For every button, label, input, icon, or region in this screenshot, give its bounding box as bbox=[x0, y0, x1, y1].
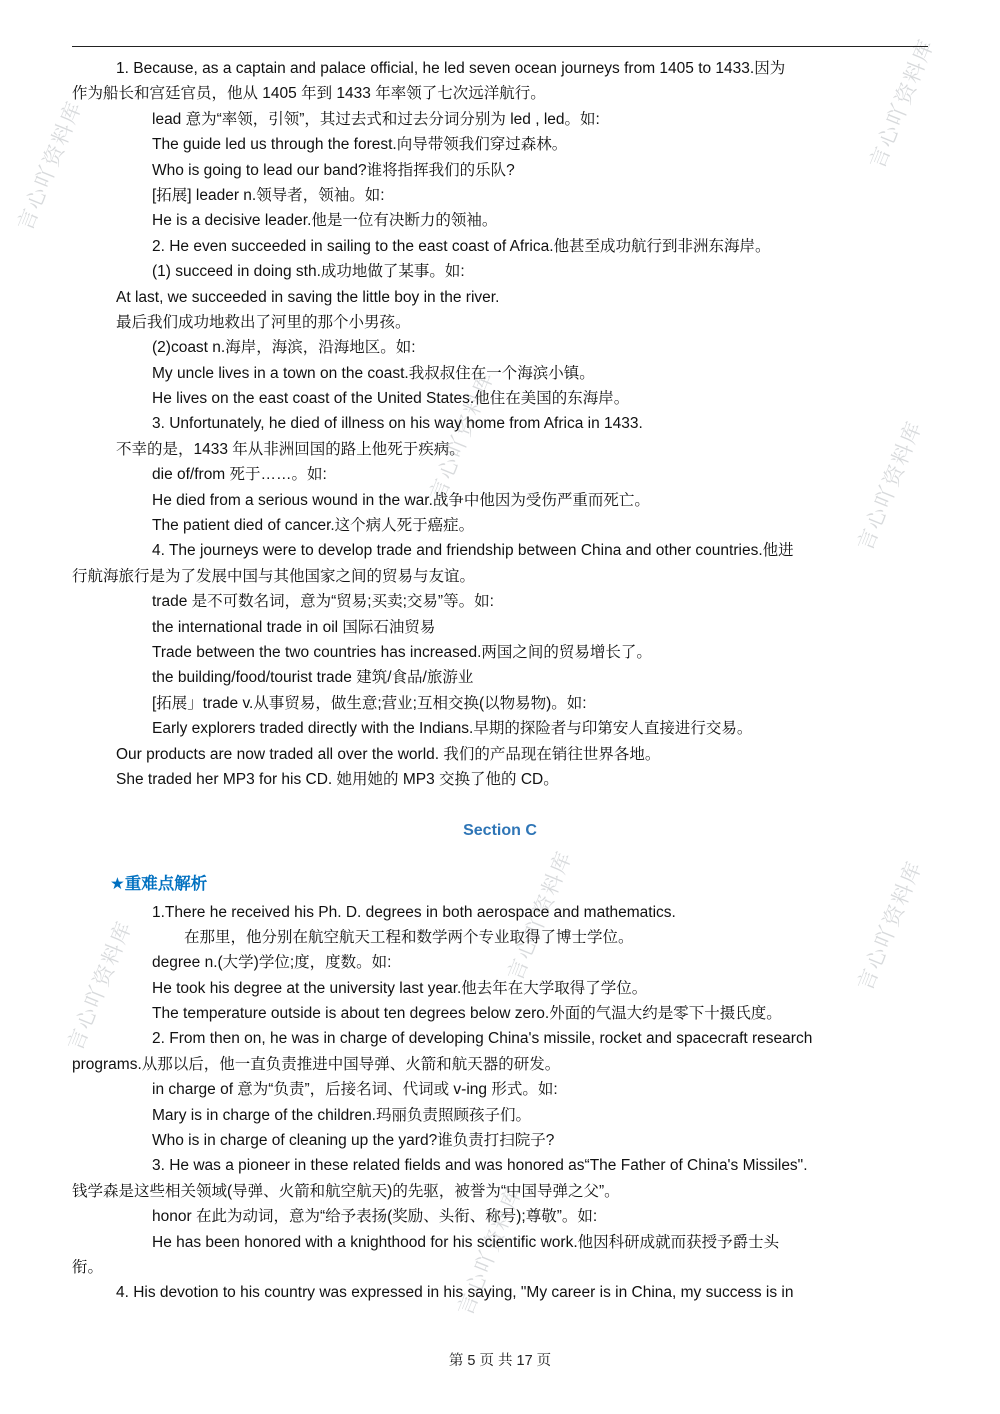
text-line: My uncle lives in a town on the coast.我叔叔住在一个海滨小镇。 bbox=[152, 364, 595, 382]
text-line: At last, we succeeded in saving the little boy in the river. bbox=[116, 288, 500, 306]
text-line: 1. Because, as a captain and palace official, he led seven ocean journeys from 1405 to 1433.因为 bbox=[116, 60, 786, 77]
text-line: She traded her MP3 for his CD. 她用她的 MP3 交换了他的 CD。 bbox=[116, 770, 559, 788]
text-line: 作为船长和宫廷官员，他从 1405 年到 1433 年率领了七次远洋航行。 bbox=[72, 85, 546, 103]
text-line: He has been honored with a knighthood for his scientific work.他因科研成就而获授予爵士头 bbox=[152, 1233, 780, 1251]
watermark-text: 言心吖资料库 bbox=[13, 97, 87, 234]
text-line: 2. He even succeeded in sailing to the east coast of Africa.他甚至成功航行到非洲东海岸。 bbox=[152, 237, 771, 255]
page-number-label: 第 5 页 共 17 页 bbox=[448, 1353, 552, 1369]
text-line: 2. From then on, he was in charge of developing China's missile, rocket and spacecraft research bbox=[152, 1030, 813, 1048]
watermark-text: 言心吖资料库 bbox=[63, 917, 137, 1054]
watermark-text: 言心吖资料库 bbox=[503, 847, 577, 984]
text-line: 3. Unfortunately, he died of illness on his way home from Africa in 1433. bbox=[152, 415, 643, 433]
section-c-heading: Section C bbox=[463, 821, 537, 839]
text-line: lead 意为“率领，引领”，其过去式和过去分词分别为 led , led。如: bbox=[152, 110, 600, 128]
text-line: Early explorers traded directly with the Indians.早期的探险者与印第安人直接进行交易。 bbox=[152, 720, 753, 738]
text-line: Trade between the two countries has increased.两国之间的贸易增长了。 bbox=[152, 643, 652, 661]
text-line: The temperature outside is about ten degrees below zero.外面的气温大约是零下十摄氏度。 bbox=[152, 1005, 782, 1023]
text-line: The guide led us through the forest.向导带领我们穿过森林。 bbox=[152, 136, 568, 154]
text-line: 3. He was a pioneer in these related fields and was honored as“The Father of China's Missiles". bbox=[152, 1157, 808, 1175]
text-line: trade 是不可数名词，意为“贸易;买卖;交易”等。如: bbox=[152, 593, 494, 611]
blank-line bbox=[72, 843, 928, 868]
text-line: The patient died of cancer.这个病人死于癌症。 bbox=[152, 517, 475, 535]
text-line: 4. His devotion to his country was expressed in his saying, "My career is in China, my success is in bbox=[116, 1284, 794, 1302]
text-line: (2)coast n.海岸，海滨，沿海地区。如: bbox=[152, 339, 416, 357]
key-points-heading: ★重难点解析 bbox=[110, 874, 208, 893]
text-line: Who is in charge of cleaning up the yard?谁负责打扫院子? bbox=[152, 1132, 555, 1150]
text-line: 1.There he received his Ph. D. degrees in both aerospace and mathematics. bbox=[152, 903, 676, 921]
text-line: honor 在此为动词，意为“给予表扬(奖励、头衔、称号);尊敬”。如: bbox=[152, 1208, 598, 1226]
text-line: 钱学森是这些相关领域(导弹、火箭和航空航天)的先驱，被誉为“中国导弹之父”。 bbox=[72, 1182, 620, 1200]
text-line: the international trade in oil 国际石油贸易 bbox=[152, 618, 436, 636]
text-line: 4. The journeys were to develop trade and friendship between China and other countries.他进 bbox=[152, 542, 794, 560]
text-line: He is a decisive leader.他是一位有决断力的领袖。 bbox=[152, 212, 498, 230]
text-line: He died from a serious wound in the war.战争中他因为受伤严重而死亡。 bbox=[152, 491, 650, 509]
text-line: He took his degree at the university last year.他去年在大学取得了学位。 bbox=[152, 979, 648, 997]
text-line: Mary is in charge of the children.玛丽负责照顾孩子们。 bbox=[152, 1106, 531, 1124]
text-line: He lives on the east coast of the United States.他住在美国的东海岸。 bbox=[152, 390, 630, 408]
watermark-text: 言心吖资料库 bbox=[425, 367, 499, 504]
text-line: [拓展」trade v.从事贸易，做生意;营业;互相交换(以物易物)。如: bbox=[152, 694, 587, 712]
watermark-text: 言心吖资料库 bbox=[865, 35, 939, 172]
text-line: degree n.(大学)学位;度，度数。如: bbox=[152, 954, 392, 972]
text-line: Our products are now traded all over the world. 我们的产品现在销往世界各地。 bbox=[116, 745, 661, 763]
watermark-text: 言心吖资料库 bbox=[453, 1182, 527, 1319]
text-line: programs.从那以后，他一直负责推进中国导弹、火箭和航天器的研发。 bbox=[72, 1055, 561, 1073]
text-line: 在那里，他分别在航空航天工程和数学两个专业取得了博士学位。 bbox=[184, 928, 634, 946]
text-line: 行航海旅行是为了发展中国与其他国家之间的贸易与友谊。 bbox=[72, 567, 476, 585]
content-lines bbox=[72, 56, 928, 1306]
text-line: the building/food/tourist trade 建筑/食品/旅游业 bbox=[152, 669, 474, 687]
text-line: 最后我们成功地救出了河里的那个小男孩。 bbox=[116, 313, 411, 331]
watermark-text: 言心吖资料库 bbox=[853, 857, 927, 994]
watermark-text: 言心吖资料库 bbox=[853, 417, 927, 554]
text-line: 衔。 bbox=[72, 1258, 104, 1276]
text-line: [拓展] leader n.领导者，领袖。如: bbox=[152, 186, 385, 204]
blank-line bbox=[72, 792, 928, 817]
text-line: die of/from 死于……。如: bbox=[152, 466, 327, 484]
text-line: Who is going to lead our band?谁将指挥我们的乐队? bbox=[152, 161, 515, 179]
text-line: 不幸的是，1433 年从非洲回国的路上他死于疾病。 bbox=[116, 440, 465, 458]
text-line: in charge of 意为“负责”，后接名词、代词或 v-ing 形式。如: bbox=[152, 1081, 558, 1099]
text-line: (1) succeed in doing sth.成功地做了某事。如: bbox=[152, 263, 465, 281]
page-footer bbox=[0, 1349, 1000, 1370]
header-rule bbox=[72, 46, 928, 47]
